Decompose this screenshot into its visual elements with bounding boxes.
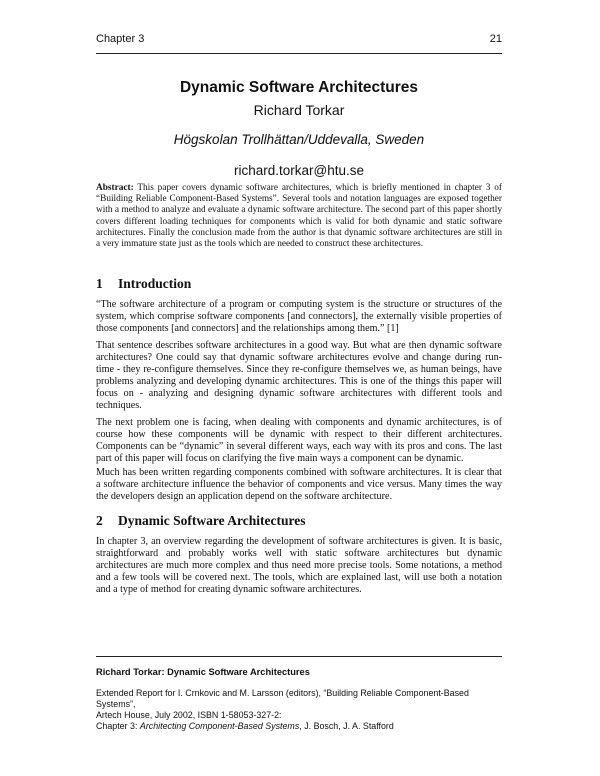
abstract-label: Abstract: xyxy=(96,183,134,193)
footer-chapter-line xyxy=(96,721,502,732)
paragraph: Much has been written regarding components combined with software architectures. It is clear that a software architecture influence the behavior of components and vice versus. Many times the way the developers design an application depend on the software architecture. xyxy=(96,467,502,503)
footer-citation xyxy=(96,688,502,732)
paper-title: Dynamic Software Architectures xyxy=(179,79,419,96)
author-name: Richard Torkar xyxy=(253,102,345,118)
footer-divider xyxy=(96,656,502,657)
author-affiliation: Högskolan Trollhättan/Uddevalla, Sweden xyxy=(173,132,425,147)
paragraph: “The software architecture of a program or computing system is the structure or structures of the system, which comprise software components [and connectors], the externally visible properties of those components [and connectors] and the relationships among them.” [1] xyxy=(96,299,502,335)
paragraph: In chapter 3, an overview regarding the development of software architectures is given. It is basic, straightforward and probably works well with static software architectures but dynamic architectures are much more complex and thus need more precise tools. Some notations, a method and a few tools will be covered next. The tools, which are explained last, will use both a notation and a type of method for creating dynamic software architectures. xyxy=(96,536,502,596)
footer-chapter-title: Architecting Component-Based Systems xyxy=(139,721,300,732)
section-title: Dynamic Software Architectures xyxy=(118,513,306,528)
footer-publisher-line: Artech House, July 2002, ISBN 1-58053-327-2: xyxy=(96,710,282,721)
abstract-text: This paper covers dynamic software architectures, which is briefly mentioned in chapter 3 of “Building Reliable Component-Based Systems”. Several tools and notation languages are exposed together with a method to analyze and evaluate a dynamic software architecture. The second part of this paper shortly covers different loading techniques for components which is valid for both dynamic and static software architectures. Finally the conclusion made from the author is that dynamic software architectures are still in a very immature state just as the tools which are needed to construct these architectures. xyxy=(96,183,502,250)
section-heading xyxy=(96,275,502,293)
running-head xyxy=(96,33,502,45)
title-block xyxy=(96,78,502,180)
section-title: Introduction xyxy=(118,276,192,291)
page-number: 21 xyxy=(489,33,502,45)
section-number: 1 xyxy=(96,276,103,291)
author-email: richard.torkar@htu.se xyxy=(233,163,364,178)
footer-report-line: Extended Report for I. Crnkovic and M. Larsson (editors), “Building Reliable Component-Based Systems”, xyxy=(96,688,469,710)
footer-chapter-suffix: , J. Bosch, J. A. Stafford xyxy=(299,721,394,732)
paragraph: The next problem one is facing, when dealing with components and dynamic architectures, is of course how these components will be dynamic with respect to their different architectures. Components can be “dynamic” in several different ways, each way with its pros and cons. The last part of this paper will focus on clarifying the five main ways a component can be dynamic. xyxy=(96,417,502,465)
paragraph: That sentence describes software architectures in a good way. But what are then dynamic software architectures? One could say that dynamic software architectures evolve and change during run-time - they re-configure themselves. Since they re-configure themselves we, as human beings, have problems analyzing and developing dynamic architectures. This is one of the things this paper will focus on - analyzing and designing dynamic software architectures with different tools and techniques. xyxy=(96,340,502,412)
chapter-label: Chapter 3 xyxy=(96,33,145,45)
section-number: 2 xyxy=(96,513,103,528)
section-heading xyxy=(96,512,502,530)
abstract xyxy=(96,183,502,250)
footer-title: Richard Torkar: Dynamic Software Architectures xyxy=(96,667,310,677)
footer-chapter-prefix: Chapter 3: xyxy=(96,721,140,732)
header-divider xyxy=(96,53,502,54)
